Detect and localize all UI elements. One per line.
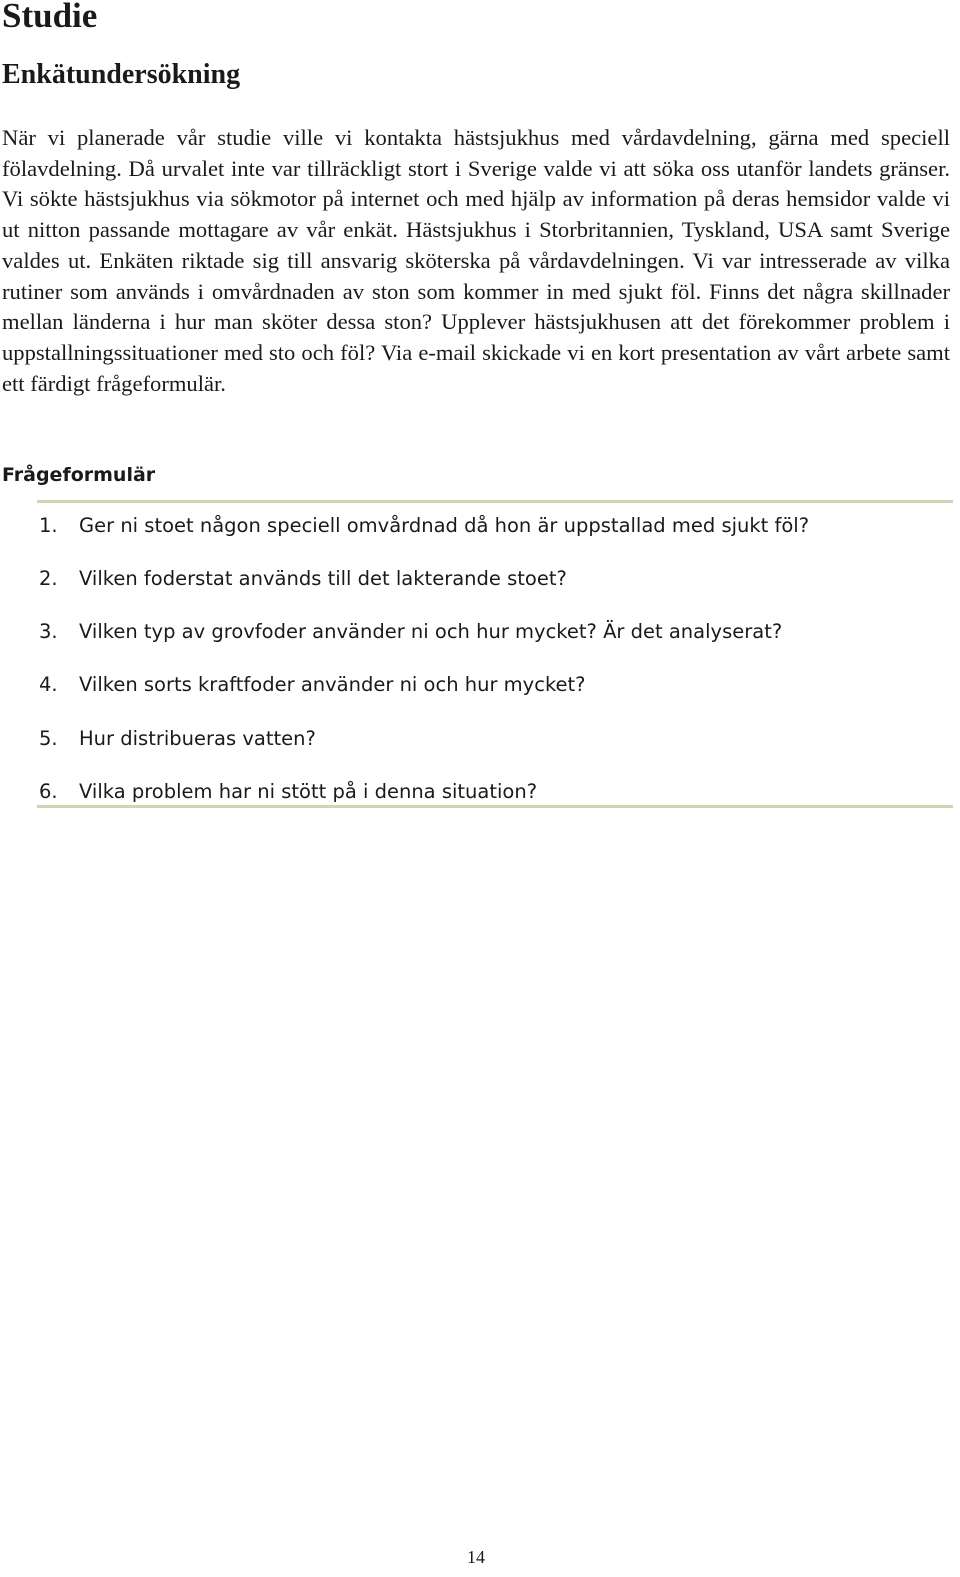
question-text: Ger ni stoet någon speciell omvårdnad då hon är uppstallad med sjukt föl?	[79, 514, 810, 537]
question-number: 1.	[39, 514, 58, 537]
question-item	[39, 617, 782, 647]
question-item	[39, 724, 316, 754]
question-text: Hur distribueras vatten?	[79, 727, 316, 750]
question-number: 5.	[39, 727, 58, 750]
question-text: Vilken foderstat används till det lakterande stoet?	[79, 567, 567, 590]
question-item	[39, 511, 809, 541]
question-text: Vilken sorts kraftfoder använder ni och hur mycket?	[79, 673, 586, 696]
page-title: Studie	[2, 0, 98, 35]
page-number: 14	[467, 1547, 485, 1567]
question-text: Vilka problem har ni stött på i denna situation?	[79, 780, 538, 803]
questionnaire-heading: Frågeformulär	[2, 464, 156, 486]
questionnaire-box	[37, 500, 953, 808]
question-item	[39, 777, 537, 807]
question-number: 4.	[39, 673, 58, 696]
question-item	[39, 670, 586, 700]
question-number: 3.	[39, 620, 58, 643]
question-text: Vilken typ av grovfoder använder ni och hur mycket? Är det analyserat?	[79, 620, 783, 643]
question-item	[39, 564, 567, 594]
question-number: 2.	[39, 567, 58, 590]
question-number: 6.	[39, 780, 58, 803]
section-title: Enkätundersökning	[2, 59, 241, 90]
body-paragraph: När vi planerade vår studie ville vi kontakta hästsjukhus med vårdavdelning, gärna med speciell fölavdelning. Då urvalet inte var tillräckligt stort i Sverige valde vi att söka oss utanför landets gränser. Vi sökte hästsjukhus via sökmotor på internet och med hjälp av information på deras hemsidor valde vi ut nitton passande mottagare av vår enkät. Hästsjukhus i Storbritannien, Tyskland, USA samt Sverige valdes ut. Enkäten riktade sig till ansvarig sköterska på vårdavdelningen. Vi var intresserade av vilka rutiner som används i omvårdnaden av ston som kommer in med sjukt föl. Finns det några skillnader mellan länderna i hur man sköter dessa ston? Upplever hästsjukhusen att det förekommer problem i uppstallningssituationer med sto och föl? Via e-mail skickade vi en kort presentation av vårt arbete samt ett färdigt frågeformulär.	[2, 125, 950, 396]
